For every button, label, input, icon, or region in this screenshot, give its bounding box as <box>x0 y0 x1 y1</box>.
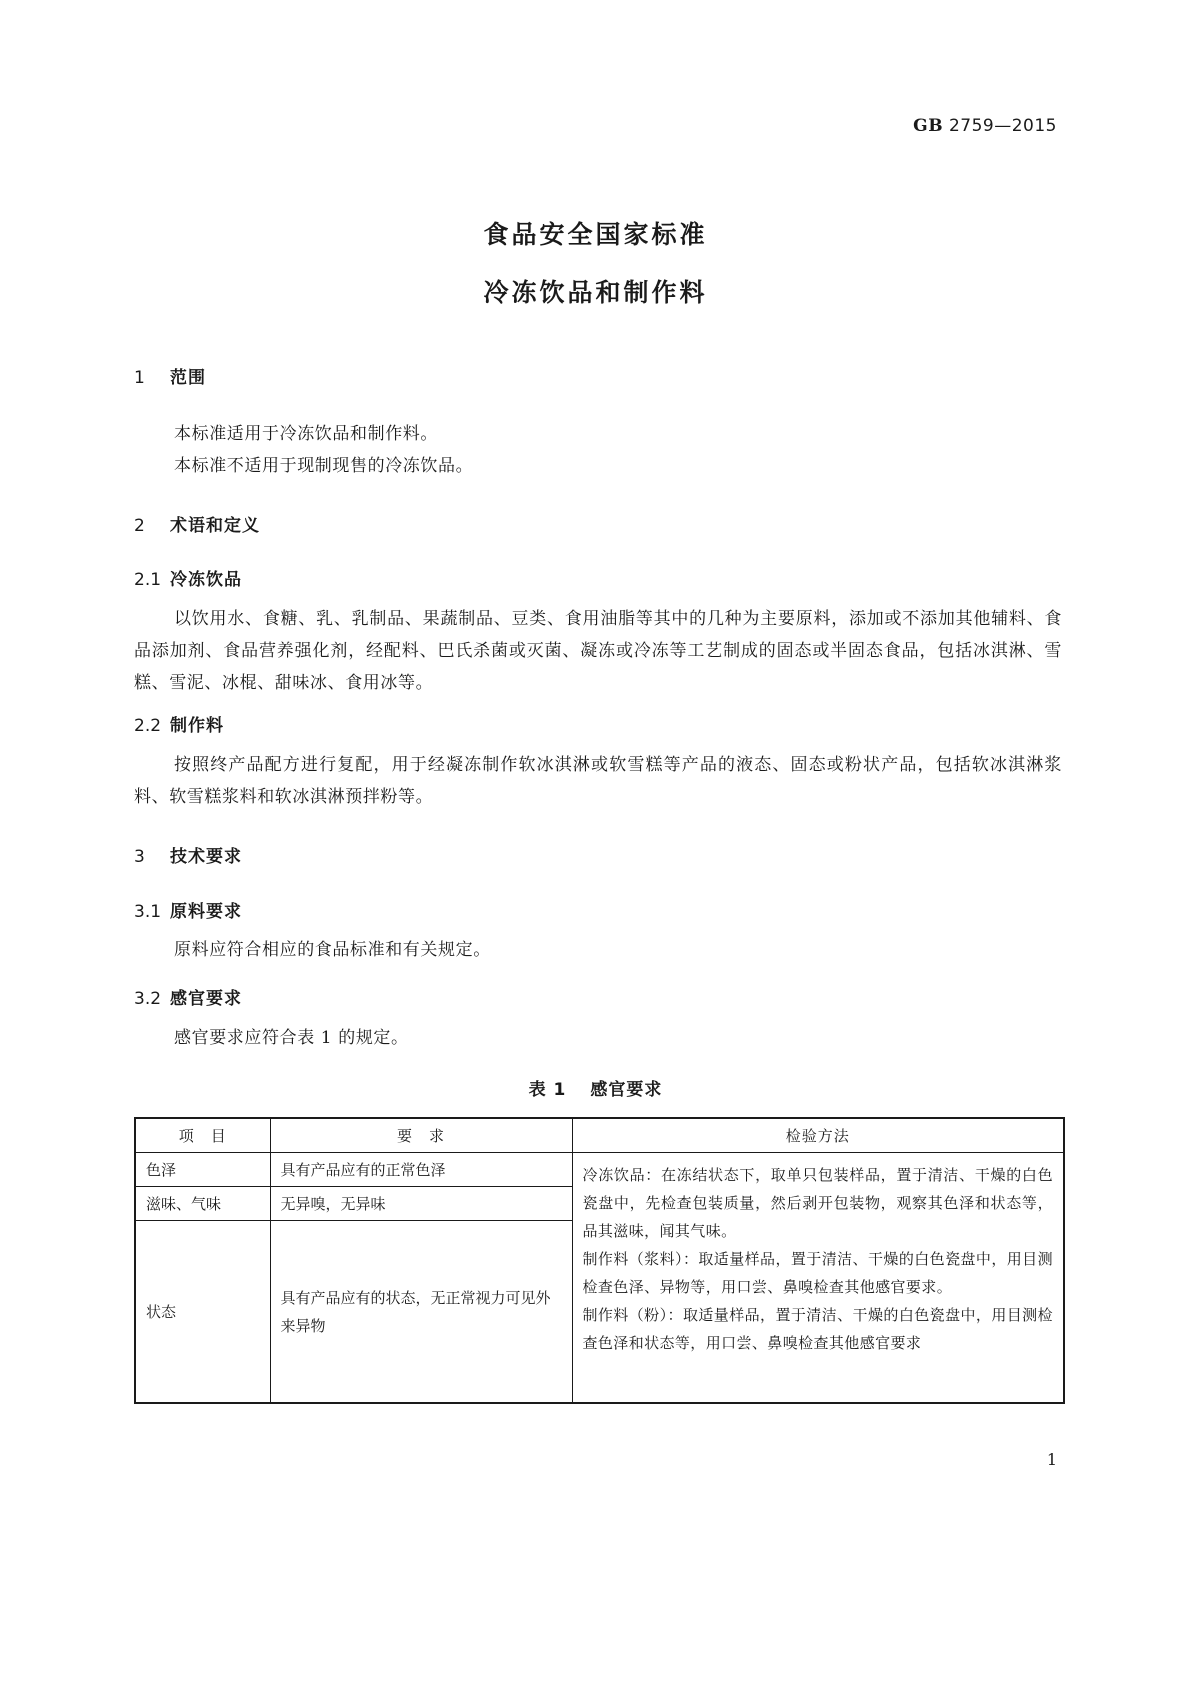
section-number: 2.2 <box>134 716 162 736</box>
section-number: 3.1 <box>134 902 162 922</box>
section-2-heading <box>134 511 260 536</box>
section-number: 1 <box>134 368 145 388</box>
table-header-item: 项 目 <box>135 1118 270 1153</box>
page-number: 1 <box>1046 1450 1057 1469</box>
table-row <box>135 1153 1064 1187</box>
section-number: 3.2 <box>134 989 162 1009</box>
section-3-1-heading <box>134 897 242 922</box>
section-label: 制作料 <box>170 716 224 736</box>
table-header-method: 检验方法 <box>572 1118 1064 1153</box>
table-cell-method <box>572 1153 1064 1404</box>
table-cell-requirement: 无异嗅，无异味 <box>270 1187 572 1221</box>
standard-code-number: 2759—2015 <box>948 116 1057 136</box>
table-cell-item: 状态 <box>135 1221 270 1404</box>
section-label: 范围 <box>170 368 206 388</box>
table-header-row <box>135 1118 1064 1153</box>
section-label: 原料要求 <box>170 902 242 922</box>
table-cell-item: 色泽 <box>135 1153 270 1187</box>
section-label: 技术要求 <box>170 847 242 867</box>
table-caption-title: 感官要求 <box>590 1080 663 1100</box>
standard-code <box>913 116 1057 136</box>
document-subtitle: 冷冻饮品和制作料 <box>483 278 708 307</box>
section-3-2-heading <box>134 984 242 1009</box>
table-cell-requirement: 具有产品应有的正常色泽 <box>270 1153 572 1187</box>
sensory-requirements-table <box>134 1117 1065 1404</box>
method-slurry: 制作料（浆料）：取适量样品，置于清洁、干燥的白色瓷盘中，用目测检查色泽、异物等，用口尝、鼻嗅检查其他感官要求。 <box>582 1250 1053 1296</box>
section-3-2-para: 感官要求应符合表 1 的规定。 <box>174 1028 409 1048</box>
section-2-1-para: 以饮用水、食糖、乳、乳制品、果蔬制品、豆类、食用油脂等其中的几种为主要原料，添加或不添加其他辅料、食品添加剂、食品营养强化剂，经配料、巴氏杀菌或灭菌、凝冻或冷冻等工艺制成的固态或半固态食品，包括冰淇淋、雪糕、雪泥、冰棍、甜味冰、食用冰等。 <box>134 609 1062 693</box>
section-2-2-heading <box>134 711 224 736</box>
method-powder: 制作料（粉）：取适量样品，置于清洁、干燥的白色瓷盘中，用目测检查色泽和状态等，用口尝、鼻嗅检查其他感官要求 <box>582 1306 1053 1352</box>
section-3-1-para: 原料应符合相应的食品标准和有关规定。 <box>174 940 491 960</box>
section-number: 2 <box>134 516 145 536</box>
table-cell-item: 滋味、气味 <box>135 1187 270 1221</box>
table-caption-number: 表 1 <box>528 1080 567 1100</box>
section-label: 术语和定义 <box>170 516 260 536</box>
method-frozen-drinks: 冷冻饮品：在冻结状态下，取单只包装样品，置于清洁、干燥的白色瓷盘中，先检查包装质量，然后剥开包装物，观察其色泽和状态等，品其滋味，闻其气味。 <box>582 1166 1053 1240</box>
section-label: 感官要求 <box>170 989 242 1009</box>
section-2-2-para: 按照终产品配方进行复配，用于经凝冻制作软冰淇淋或软雪糕等产品的液态、固态或粉状产品，包括软冰淇淋浆料、软雪糕浆料和软冰淇淋预拌粉等。 <box>134 755 1062 807</box>
section-number: 2.1 <box>134 570 162 590</box>
section-1-para-1: 本标准适用于冷冻饮品和制作料。 <box>174 424 438 444</box>
document-title: 食品安全国家标准 <box>483 220 708 249</box>
table-cell-requirement: 具有产品应有的状态，无正常视力可见外来异物 <box>270 1221 572 1404</box>
table-caption <box>0 1075 1191 1100</box>
standard-code-prefix: GB <box>913 116 944 136</box>
table-header-requirement: 要 求 <box>270 1118 572 1153</box>
section-label: 冷冻饮品 <box>170 570 242 590</box>
section-3-heading <box>134 842 242 867</box>
section-1-heading <box>134 363 206 388</box>
section-1-para-2: 本标准不适用于现制现售的冷冻饮品。 <box>174 456 474 476</box>
section-number: 3 <box>134 847 145 867</box>
section-2-1-heading <box>134 565 242 590</box>
